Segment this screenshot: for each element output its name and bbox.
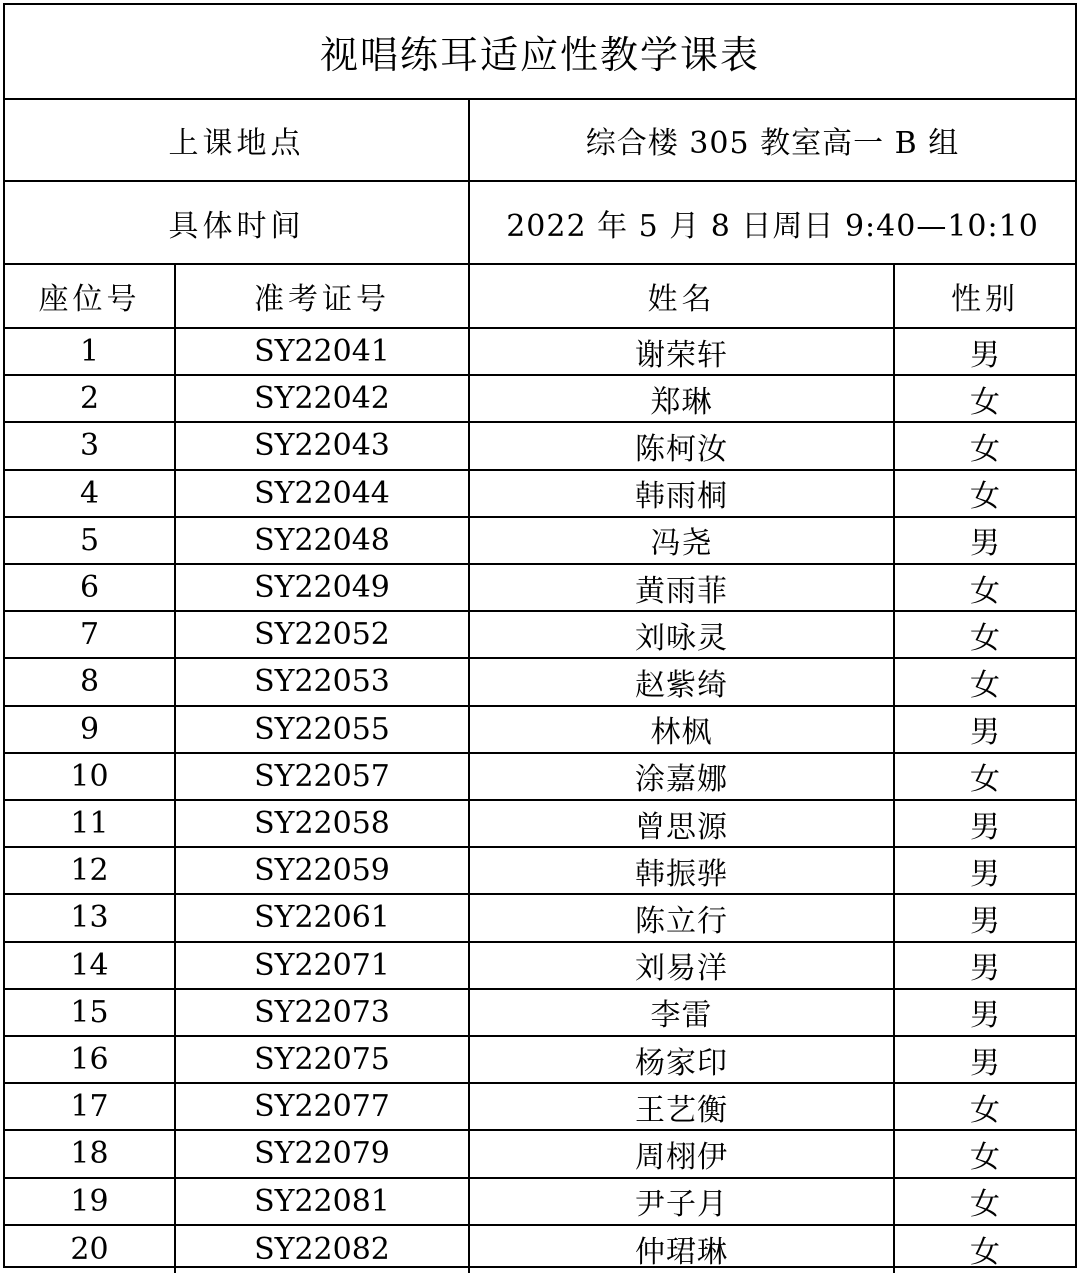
gender-cell: 女 xyxy=(970,1139,1000,1175)
student-name-cell: 韩振骅 xyxy=(470,848,895,893)
table-row xyxy=(5,423,1075,470)
student-name-cell: 林枫 xyxy=(470,707,895,752)
seat-cell: 6 xyxy=(5,565,176,610)
gender-cell: 女 xyxy=(970,431,1000,467)
table-row xyxy=(5,659,1075,706)
gender-cell: 女 xyxy=(970,1187,1000,1223)
exam-no-cell: SY22044 xyxy=(176,471,470,516)
seat-cell: 9 xyxy=(5,707,176,752)
exam-no-cell: SY22075 xyxy=(176,1037,470,1082)
exam-no-cell: SY22073 xyxy=(176,990,470,1035)
student-name-cell: 刘易洋 xyxy=(470,943,895,988)
seat-cell: 19 xyxy=(5,1179,176,1224)
gender-cell: 男 xyxy=(970,903,1000,939)
exam-no-cell: SY22057 xyxy=(176,754,470,799)
student-name-cell: 曾思源 xyxy=(470,801,895,846)
exam-no-cell: SY22053 xyxy=(176,659,470,704)
location-value: 综合楼 305 教室高一 B 组 xyxy=(585,126,960,161)
student-name-cell: 黄雨菲 xyxy=(470,565,895,610)
seat-cell: 16 xyxy=(5,1037,176,1082)
student-name-cell: 刘咏灵 xyxy=(470,612,895,657)
table-row xyxy=(5,471,1075,518)
column-header-name: 姓名 xyxy=(470,265,895,327)
student-name-cell: 陈柯汝 xyxy=(470,423,895,468)
gender-cell: 女 xyxy=(970,1092,1000,1128)
time-value: 2022 年 5 月 8 日周日 9:40—10:10 xyxy=(506,208,1039,244)
gender-cell: 女 xyxy=(970,620,1000,656)
exam-no-cell: SY22042 xyxy=(176,376,470,421)
gender-cell: 男 xyxy=(970,856,1000,892)
table-row xyxy=(5,1226,1075,1273)
student-name-cell: 赵紫绮 xyxy=(470,659,895,704)
table-row xyxy=(5,754,1075,801)
exam-no-cell: SY22059 xyxy=(176,848,470,893)
title-row xyxy=(5,5,1075,100)
column-header-exam-no: 准考证号 xyxy=(176,265,470,327)
gender-cell: 男 xyxy=(970,809,1000,845)
column-header-gender: 性别 xyxy=(951,282,1019,317)
student-name-cell: 仲珺琳 xyxy=(470,1226,895,1273)
seat-cell: 1 xyxy=(5,329,176,374)
gender-cell: 男 xyxy=(970,998,1000,1034)
time-label: 具体时间 xyxy=(5,182,470,263)
exam-no-cell: SY22041 xyxy=(176,329,470,374)
seat-cell: 20 xyxy=(5,1226,176,1273)
schedule-table xyxy=(3,3,1077,1271)
exam-no-cell: SY22058 xyxy=(176,801,470,846)
column-header-seat: 座位号 xyxy=(5,265,176,327)
exam-no-cell: SY22071 xyxy=(176,943,470,988)
seat-cell: 3 xyxy=(5,423,176,468)
gender-cell: 男 xyxy=(970,951,1000,987)
seat-cell: 15 xyxy=(5,990,176,1035)
column-header-row xyxy=(5,265,1075,329)
seat-cell: 8 xyxy=(5,659,176,704)
seat-cell: 2 xyxy=(5,376,176,421)
seat-cell: 5 xyxy=(5,518,176,563)
gender-cell: 女 xyxy=(970,762,1000,798)
gender-cell: 女 xyxy=(970,667,1000,703)
table-row xyxy=(5,329,1075,376)
seat-cell: 18 xyxy=(5,1131,176,1176)
time-row xyxy=(5,182,1075,265)
table-row xyxy=(5,518,1075,565)
student-name-cell: 韩雨桐 xyxy=(470,471,895,516)
student-name-cell: 陈立行 xyxy=(470,895,895,940)
exam-no-cell: SY22061 xyxy=(176,895,470,940)
seat-cell: 7 xyxy=(5,612,176,657)
seat-cell: 12 xyxy=(5,848,176,893)
student-name-cell: 冯尧 xyxy=(470,518,895,563)
table-row xyxy=(5,1037,1075,1084)
exam-no-cell: SY22082 xyxy=(176,1226,470,1273)
student-name-cell: 涂嘉娜 xyxy=(470,754,895,799)
gender-cell: 女 xyxy=(970,573,1000,609)
table-row xyxy=(5,1131,1075,1178)
table-row xyxy=(5,707,1075,754)
student-name-cell: 李雷 xyxy=(470,990,895,1035)
seat-cell: 13 xyxy=(5,895,176,940)
student-name-cell: 王艺衡 xyxy=(470,1084,895,1129)
seat-cell: 17 xyxy=(5,1084,176,1129)
location-row xyxy=(5,100,1075,182)
exam-no-cell: SY22077 xyxy=(176,1084,470,1129)
exam-no-cell: SY22048 xyxy=(176,518,470,563)
table-row xyxy=(5,801,1075,848)
student-name-cell: 杨家印 xyxy=(470,1037,895,1082)
gender-cell: 男 xyxy=(970,526,1000,562)
table-row xyxy=(5,990,1075,1037)
location-label: 上课地点 xyxy=(5,100,470,180)
gender-cell: 女 xyxy=(970,1235,1000,1271)
table-row xyxy=(5,943,1075,990)
seat-cell: 11 xyxy=(5,801,176,846)
student-name-cell: 周栩伊 xyxy=(470,1131,895,1176)
exam-no-cell: SY22049 xyxy=(176,565,470,610)
table-row xyxy=(5,376,1075,423)
gender-cell: 女 xyxy=(970,479,1000,515)
table-row xyxy=(5,565,1075,612)
gender-cell: 男 xyxy=(970,715,1000,751)
table-row xyxy=(5,895,1075,942)
student-name-cell: 谢荣轩 xyxy=(470,329,895,374)
gender-cell: 男 xyxy=(970,337,1000,373)
table-row xyxy=(5,848,1075,895)
gender-cell: 男 xyxy=(970,1045,1000,1081)
exam-no-cell: SY22055 xyxy=(176,707,470,752)
seat-cell: 10 xyxy=(5,754,176,799)
table-row xyxy=(5,1084,1075,1131)
exam-no-cell: SY22043 xyxy=(176,423,470,468)
table-title: 视唱练耳适应性教学课表 xyxy=(319,33,760,77)
exam-no-cell: SY22081 xyxy=(176,1179,470,1224)
exam-no-cell: SY22079 xyxy=(176,1131,470,1176)
student-name-cell: 尹子月 xyxy=(470,1179,895,1224)
table-row xyxy=(5,612,1075,659)
seat-cell: 14 xyxy=(5,943,176,988)
exam-no-cell: SY22052 xyxy=(176,612,470,657)
student-name-cell: 郑琳 xyxy=(470,376,895,421)
seat-cell: 4 xyxy=(5,471,176,516)
gender-cell: 女 xyxy=(970,384,1000,420)
table-row xyxy=(5,1179,1075,1226)
